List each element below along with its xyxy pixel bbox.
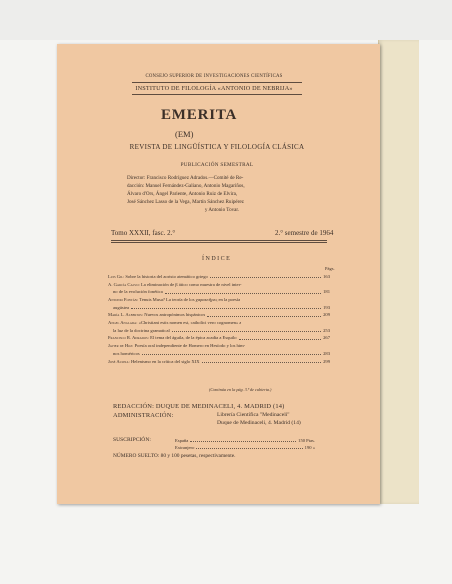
index-entry-continuation bbox=[108, 304, 330, 312]
book-spine bbox=[378, 40, 419, 504]
index-entry-page: 299 bbox=[323, 358, 330, 364]
index-entry-continuation-text: no de la evolución fonética bbox=[113, 289, 163, 295]
index-entry-author: José Alsina: bbox=[108, 358, 130, 364]
index-heading: ÍNDICE bbox=[202, 256, 232, 262]
leader-dots bbox=[172, 331, 321, 332]
subscription-spain-row bbox=[175, 438, 315, 443]
index-entry-page: 193 bbox=[323, 304, 330, 310]
institute-name: INSTITUTO DE FILOLOGÍA «ANTONIO DE NEBRIJA» bbox=[135, 85, 293, 92]
index-entry-page: 283 bbox=[323, 350, 330, 356]
subscription-label: SUSCRIPCIÓN: bbox=[113, 437, 151, 443]
index-entry bbox=[108, 281, 330, 289]
leader-dots bbox=[202, 362, 322, 363]
issue-rule bbox=[111, 240, 327, 241]
leader-dots bbox=[196, 448, 302, 449]
leader-dots bbox=[207, 316, 321, 317]
index-entry-continuation-text: nos homéricos bbox=[113, 350, 140, 356]
subscription-foreign-label: Extranjero bbox=[175, 445, 195, 450]
index-entry-text bbox=[108, 311, 205, 319]
committee-line: José Sánchez Lasso de la Vega, Martín Sánchez Ruipérez bbox=[127, 198, 244, 205]
committee-line: Álvaro d'Ors, Ángel Pariente, Antonio Ruiz de Elvira, bbox=[127, 190, 238, 197]
committee-line: Director: Francisco Rodríguez Adrados.—Comité de Re- bbox=[127, 175, 244, 181]
index-entry-text bbox=[108, 296, 240, 304]
subscription-spain-label: España bbox=[175, 438, 189, 443]
index-entry-author: A. García Calvo: bbox=[108, 281, 140, 287]
leader-dots bbox=[165, 293, 321, 294]
index-entry-continuation-text: la luz de la doctrina gramatical bbox=[113, 327, 170, 333]
index-entry-title: La eliminación de β ático como muestra de nivel inter- bbox=[140, 281, 242, 287]
leader-dots bbox=[131, 308, 321, 309]
index-entry-text bbox=[108, 342, 245, 350]
issue-semester: 2.° semestre de 1964 bbox=[275, 229, 334, 237]
header-rule-top bbox=[132, 82, 302, 83]
header-rule-bottom bbox=[132, 94, 302, 95]
index-entry-title: Poesía oral independiente de Homero en Hesíodo y los him- bbox=[134, 343, 246, 349]
editorial-address: REDACCIÓN: DUQUE DE MEDINACELI, 4. MADRID (14) bbox=[113, 403, 285, 410]
index-entry-text bbox=[108, 319, 241, 327]
index-entry-title: «Christiani estis nomen est, catholici vero cognomen» a bbox=[138, 320, 242, 326]
index-entry-title: Tenuis Musa? La teoría de los χαρακτῆρες en la poesía bbox=[139, 297, 241, 303]
index-entry-continuation bbox=[108, 350, 330, 358]
leader-dots bbox=[190, 441, 296, 442]
bookshop-name: Librería Científica "Medinaceli" bbox=[217, 412, 290, 418]
index-entry-author: Angel Anglada: bbox=[108, 320, 138, 326]
index-entry bbox=[108, 296, 330, 304]
page-column-label: Págs. bbox=[325, 266, 335, 271]
bookshop-address: Duque de Medinaceli, 4. Madrid (14) bbox=[217, 420, 301, 426]
issue-volume: Tomo XXXII, fasc. 2.° bbox=[111, 229, 176, 237]
publication-frequency: PUBLICACIÓN SEMESTRAL bbox=[180, 162, 254, 168]
subscription-spain-price: 150 Ptas. bbox=[298, 438, 315, 443]
index-entry bbox=[108, 311, 330, 319]
index-entry bbox=[108, 342, 330, 350]
single-issue-price: NÚMERO SUELTO: 80 y 100 pesetas, respectivamente. bbox=[113, 453, 236, 459]
index-entry-page: 267 bbox=[323, 335, 330, 341]
index-entry bbox=[108, 335, 330, 343]
journal-abbreviation: (EM) bbox=[175, 129, 194, 139]
index-entry-title: Sobre la historia del aoristo atemático griego bbox=[125, 273, 208, 279]
index-entry-title: Nuevos antropónimos hispánicos bbox=[144, 312, 206, 318]
subscription-foreign-row bbox=[175, 445, 315, 450]
index-entry-page: 163 bbox=[323, 273, 330, 279]
committee-line: dacción: Manuel Fernández-Galiano, Antonio Magariños, bbox=[127, 182, 245, 189]
leader-dots bbox=[210, 277, 321, 278]
index-entry-author: Javier de Hoz: bbox=[108, 343, 134, 349]
background-top bbox=[0, 0, 452, 40]
index-entry-title: Helenismo en la crítica del siglo XIX bbox=[130, 358, 200, 364]
index-entry-text bbox=[108, 358, 200, 366]
leader-dots bbox=[142, 354, 321, 355]
journal-title: EMERITA bbox=[161, 107, 238, 123]
index-entry bbox=[108, 319, 330, 327]
index-entry bbox=[108, 273, 330, 281]
subscription-foreign-price: 190 » bbox=[304, 445, 315, 450]
index-entry-page: 181 bbox=[323, 289, 330, 295]
index-entry-text bbox=[108, 281, 242, 289]
index-entry-continuation bbox=[108, 327, 330, 335]
index-entry-text bbox=[108, 273, 208, 281]
journal-cover bbox=[57, 44, 380, 504]
index-entry-author: Luis Gil: bbox=[108, 273, 125, 279]
index-entry-author: Francisco R. Adrados: bbox=[108, 335, 149, 341]
index-entry-page: 253 bbox=[323, 327, 330, 333]
table-of-contents bbox=[108, 273, 330, 365]
editorial-committee bbox=[127, 175, 317, 215]
issue-rule-2 bbox=[111, 242, 327, 243]
index-entry-page: 209 bbox=[323, 312, 330, 318]
index-entry-title: El tema del águila, de la épica acadia a Esquilo bbox=[150, 335, 237, 341]
council-name: CONSEJO SUPERIOR DE INVESTIGACIONES CIENTÍFICAS bbox=[145, 74, 283, 79]
index-entry-author: María L. Albertos: bbox=[108, 312, 144, 318]
administration-label: ADMINISTRACIÓN: bbox=[113, 412, 174, 419]
index-entry-author: Antonio Fontán: bbox=[108, 297, 139, 303]
index-entry-continuation bbox=[108, 288, 330, 296]
leader-dots bbox=[239, 339, 322, 340]
index-entry-text bbox=[108, 334, 237, 342]
index-entry bbox=[108, 358, 330, 366]
index-entry-continuation-text: augústea bbox=[113, 304, 130, 310]
journal-subtitle: REVISTA DE LINGÜÍSTICA Y FILOLOGÍA CLÁSICA bbox=[129, 143, 305, 151]
committee-line: y Antonio Tovar. bbox=[204, 206, 240, 213]
continued-note: (Continúa en la pág. 3.ª de cubierta.) bbox=[209, 387, 272, 392]
cover-content bbox=[57, 44, 380, 504]
